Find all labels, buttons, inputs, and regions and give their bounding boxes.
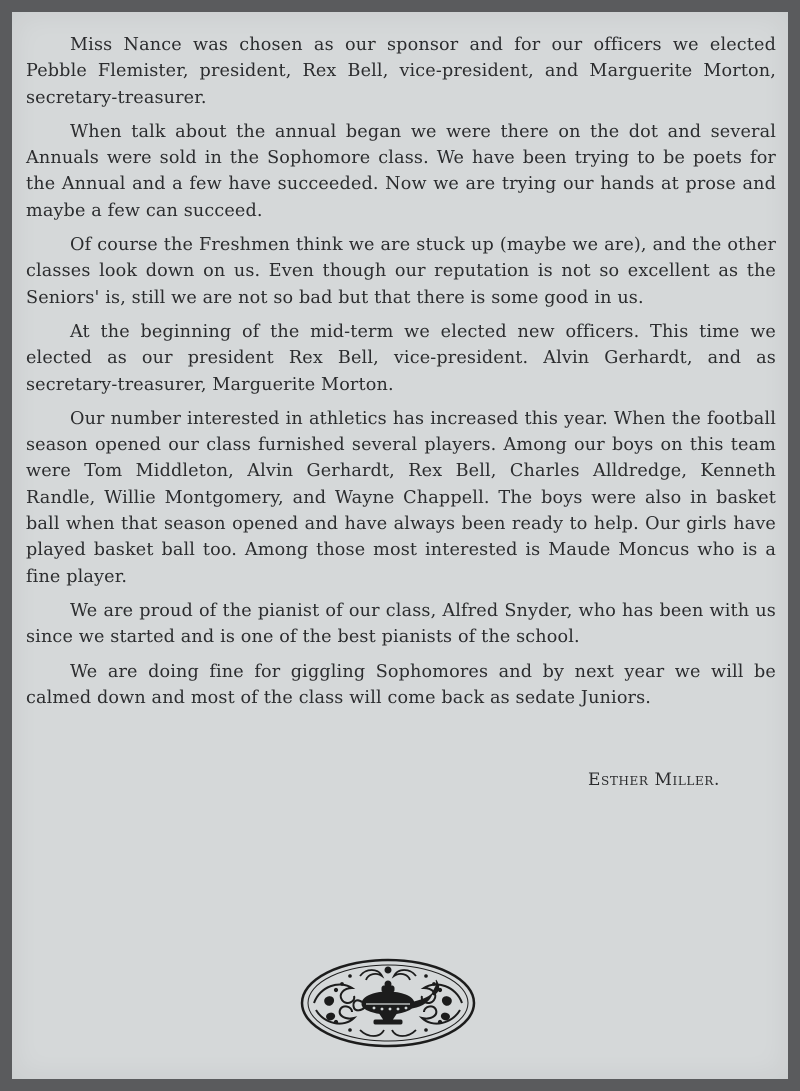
paragraph-annual: When talk about the annual began we were there on the dot and several Annuals were sold in the Sophomore class. We have been trying to be poets for the Annual and a few have succeeded. Now we are trying our hands at prose and maybe a few can succeed. <box>26 121 776 221</box>
article-body <box>26 32 776 719</box>
paragraph-new-officers: At the beginning of the mid-term we elected new officers. This time we elected as our president Rex Bell, vice-president. Alvin Gerhardt, and as secretary-treasurer, Marguerite Morton. <box>26 321 776 395</box>
author-signature: Esther Miller. <box>588 770 720 790</box>
paragraph-pianist: We are proud of the pianist of our class, Alfred Snyder, who has been with us since we started and is one of the best pianists of the school. <box>26 600 776 648</box>
paragraph-sponsor-officers: Miss Nance was chosen as our sponsor and for our officers we elected Pebble Flemister, president, Rex Bell, vice-president, and Marguerite Morton, secretary-treasurer. <box>26 35 776 108</box>
document-page <box>12 12 788 1079</box>
paragraph-athletics: Our number interested in athletics has increased this year. When the football season opened our class furnished several players. Among our boys on this team were Tom Middleton, Alvin Gerhardt, Rex Bell, Charles Alldredge, Kenneth Randle, Willie Montgomery, and Wayne Chappell. The boys were also in basket ball when that season opened and have always been ready to help. Our girls have played basket ball too. Among those most interested is Maude Moncus who is a fine player. <box>26 408 776 587</box>
paragraph-closing: We are doing fine for giggling Sophomores and by next year we will be calmed down and most of the class will come back as sedate Juniors. <box>26 661 776 708</box>
oil-lamp-ornament-icon <box>300 958 476 1048</box>
paragraph-reputation: Of course the Freshmen think we are stuck up (maybe we are), and the other classes look down on us. Even though our reputation is not so excellent as the Seniors' is, still we are not so bad but that there is some good in us. <box>26 235 776 308</box>
